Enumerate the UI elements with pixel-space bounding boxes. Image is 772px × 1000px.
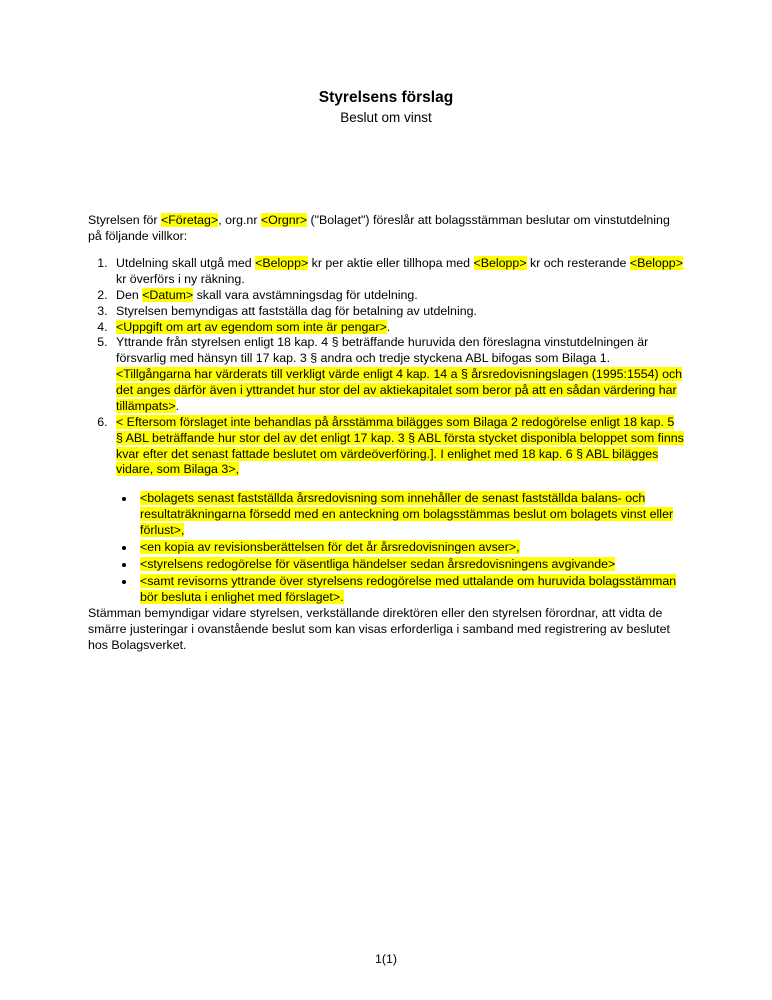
intro-text-1: Styrelsen för xyxy=(88,213,161,228)
bullet-4-after: >. xyxy=(332,589,344,604)
page-number: 1(1) xyxy=(374,952,398,966)
item2-text-a: Den xyxy=(116,287,143,302)
list-item-3 xyxy=(111,304,684,320)
placeholder-datum: <Datum> xyxy=(142,287,194,302)
item1-text-d: kr överförs i ny räkning. xyxy=(116,271,245,286)
item5-text-b: . xyxy=(175,398,180,413)
bullet-2-after: >, xyxy=(508,539,520,554)
list-item xyxy=(136,574,684,606)
attachment-list xyxy=(88,491,684,605)
intro-text-2: , org.nr xyxy=(218,213,261,228)
placeholder-egendom: <Uppgift om art av egendom som inte är pengar> xyxy=(116,319,387,334)
bullet-3-highlight: <styrelsens redogörelse för väsentliga händelser sedan årsredovisningens avgivande xyxy=(140,556,609,571)
item4-text-b: . xyxy=(386,319,391,334)
closing-paragraph: Stämman bemyndigar vidare styrelsen, verkställande direktören eller den styrelsen förordnar, att vidta de smärre justeringar i ovanstående beslut som kan visas erforderliga i samband med registrering av beslutet hos Bolagsverket. xyxy=(88,606,670,653)
placeholder-belopp-2: <Belopp> xyxy=(473,256,527,270)
proposal-list xyxy=(88,256,684,478)
item1-text-b: kr per aktie eller tillhopa med xyxy=(308,256,474,270)
bullet-1-after: >, xyxy=(173,523,185,537)
item1-text-c: kr och resterande xyxy=(526,256,630,270)
placeholder-tillgangar: <Tillgångarna har värderats till verkligt värde enligt 4 kap. 14 a § årsredovisningslagen (1995:1554) och det anges därför även i yttrandet hur stor del av aktiekapitalet som beror på att en sådan värdering har tillämpats> xyxy=(116,367,683,413)
intro-text-3: ("Bolaget") föreslår att bolagsstämman beslutar om vinstutdelning på följande villkor: xyxy=(88,213,670,244)
item2-text-b: skall vara avstämningsdag för utdelning. xyxy=(193,287,418,302)
item6-text-b: >, xyxy=(228,462,239,477)
list-item-5 xyxy=(111,335,684,414)
list-item xyxy=(136,557,684,573)
list-item-4 xyxy=(111,320,684,336)
bullet-4-highlight: <samt revisorns yttrande över styrelsens redogörelse med uttalande om huruvida bolagsstämman bör besluta i enlighet med förslaget xyxy=(140,573,677,604)
list-item xyxy=(136,540,684,556)
page-title: Styrelsens förslag xyxy=(318,89,454,106)
placeholder-orgnr: <Orgnr> xyxy=(260,213,308,228)
intro-paragraph xyxy=(88,213,684,245)
item1-text-a: Utdelning skall utgå med xyxy=(116,256,256,270)
item3-text: Styrelsen bemyndigas att fastställa dag för betalning av utdelning. xyxy=(116,303,477,318)
item5-text-a: Yttrande från styrelsen enligt 18 kap. 4 § beträffande huruvida den föreslagna vinstutdelningen är försvarlig med hänsyn till 17 kap. 3 § andra och tredje styckena ABL bifogas som Bilaga 1. xyxy=(116,335,649,366)
document-body xyxy=(0,213,772,654)
bullet-2-highlight: <en kopia av revisionsberättelsen för det år årsredovisningen avser xyxy=(140,539,509,554)
list-item-2 xyxy=(111,288,684,304)
placeholder-belopp-3: <Belopp> xyxy=(629,256,683,270)
page-subtitle: Beslut om vinst xyxy=(340,110,432,126)
list-item xyxy=(136,491,684,539)
placeholder-redogorelse: < Eftersom förslaget inte behandlas på årsstämma bilägges som Bilaga 2 redogörelse enligt 18 kap. 5 § ABL beträffande hur stor del av det enligt 17 kap. 3 § ABL första stycket disponibla beloppet som finns kvar efter det senast fattade beslutet om värdeöverföring.]. I enlighet med 18 kap. 6 § ABL bilägges vidare, som Bilaga 3 xyxy=(116,414,684,477)
placeholder-foretag: <Företag> xyxy=(161,213,219,228)
list-item-1 xyxy=(111,256,684,288)
list-item-6 xyxy=(111,415,684,479)
bullet-1-highlight: <bolagets senast fastställda årsredovisning som innehåller de senast fastställda balans- och resultaträkningarna försedd med en anteckning om bolagsstämmas beslut om bolagets vinst eller förlust xyxy=(140,491,674,537)
bullet-3-after: > xyxy=(608,556,616,571)
placeholder-belopp-1: <Belopp> xyxy=(255,256,309,270)
